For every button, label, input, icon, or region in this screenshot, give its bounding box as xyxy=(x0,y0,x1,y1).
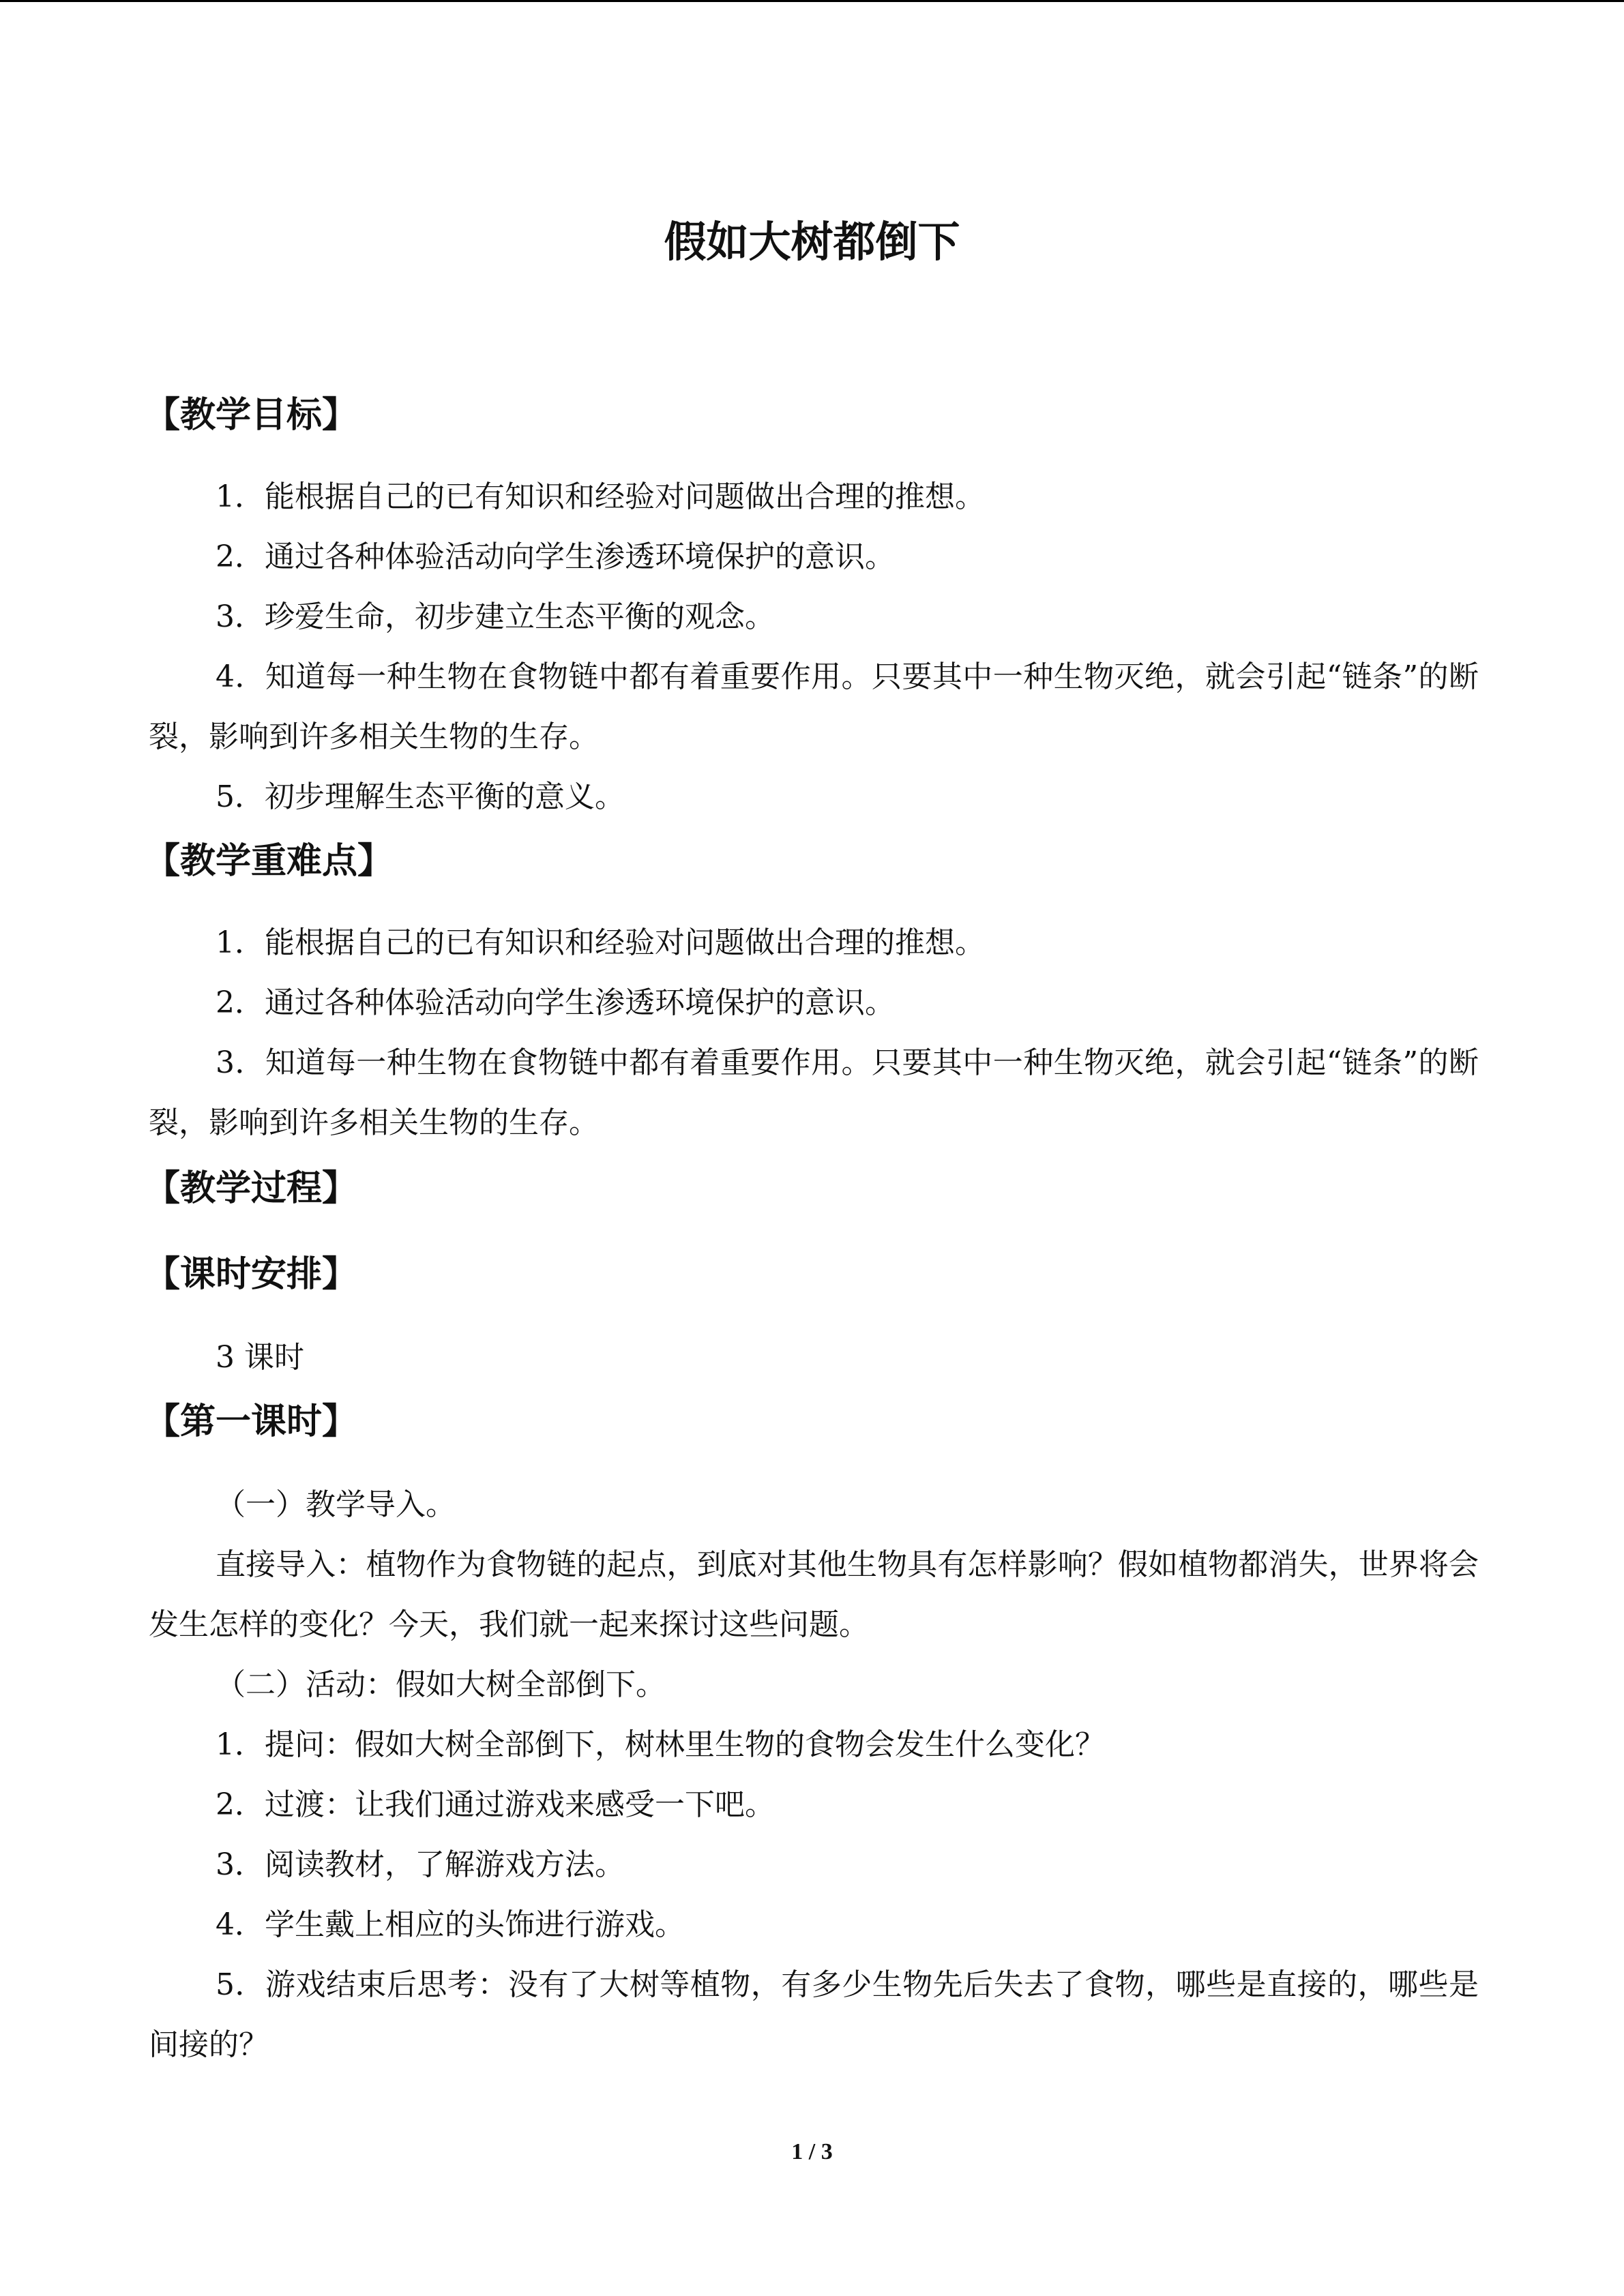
heading-key-points: 【教学重难点】 xyxy=(145,841,394,882)
schedule-text: 3 课时 xyxy=(216,1340,304,1375)
heading-schedule: 【课时安排】 xyxy=(145,1254,358,1295)
goal-item-3: 3．珍爱生命，初步建立生态平衡的观念。 xyxy=(216,599,775,634)
lesson1-item-4: 1．提问：假如大树全部倒下，树林里生物的食物会发生什么变化？ xyxy=(216,1727,1105,1762)
heading-teaching-goals: 【教学目标】 xyxy=(145,395,358,436)
lesson1-item-8: 5．游戏结束后思考：没有了大树等植物，有多少生物先后失去了食物，哪些是直接的，哪些是间接的？ xyxy=(149,1967,1479,2062)
lesson1-item-7: 4．学生戴上相应的头饰进行游戏。 xyxy=(216,1907,685,1942)
goal-item-1: 1．能根据自己的已有知识和经验对问题做出合理的推想。 xyxy=(216,479,985,514)
goal-item-5: 5．初步理解生态平衡的意义。 xyxy=(216,779,625,814)
key-point-item-2: 2．通过各种体验活动向学生渗透环境保护的意识。 xyxy=(216,985,895,1020)
goal-item-2: 2．通过各种体验活动向学生渗透环境保护的意识。 xyxy=(216,539,895,574)
heading-teaching-process: 【教学过程】 xyxy=(145,1168,358,1209)
lesson1-item-6: 3．阅读教材，了解游戏方法。 xyxy=(216,1847,625,1882)
lesson1-item-1: （一）教学导入。 xyxy=(216,1487,456,1522)
document-title: 假如大树都倒下 xyxy=(664,217,960,267)
lesson1-item-2: 直接导入：植物作为食物链的起点，到底对其他生物具有怎样影响？假如植物都消失，世界将会发生怎样的变化？今天，我们就一起来探讨这些问题。 xyxy=(149,1547,1479,1642)
heading-first-lesson: 【第一课时】 xyxy=(145,1401,358,1442)
lesson1-item-3: （二）活动：假如大树全部倒下。 xyxy=(216,1667,666,1702)
lesson1-item-5: 2．过渡：让我们通过游戏来感受一下吧。 xyxy=(216,1787,775,1822)
goal-item-4: 4．知道每一种生物在食物链中都有着重要作用。只要其中一种生物灭绝，就会引起“链条”的断裂，影响到许多相关生物的生存。 xyxy=(149,659,1479,754)
key-point-item-1: 1．能根据自己的已有知识和经验对问题做出合理的推想。 xyxy=(216,925,985,960)
page-number: 1 / 3 xyxy=(791,2139,833,2164)
key-point-item-3: 3．知道每一种生物在食物链中都有着重要作用。只要其中一种生物灭绝，就会引起“链条”的断裂，影响到许多相关生物的生存。 xyxy=(149,1045,1479,1140)
